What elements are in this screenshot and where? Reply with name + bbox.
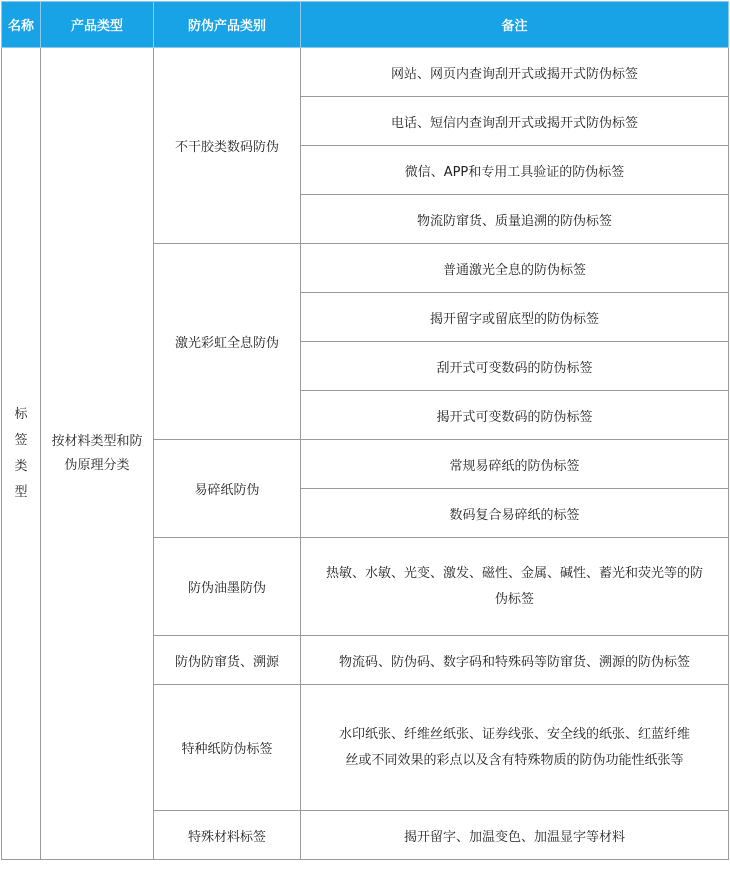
note-cell: 揭开留字或留底型的防伪标签 bbox=[301, 293, 729, 342]
header-category: 防伪产品类别 bbox=[154, 2, 301, 48]
note-cell: 网站、网页内查询刮开式或揭开式防伪标签 bbox=[301, 48, 729, 97]
table-row bbox=[2, 48, 729, 97]
category-cell: 防伪油墨防伪 bbox=[154, 538, 301, 636]
note-cell: 刮开式可变数码的防伪标签 bbox=[301, 342, 729, 391]
category-cell: 不干胶类数码防伪 bbox=[154, 48, 301, 244]
note-cell: 物流码、防伪码、数字码和特殊码等防窜货、溯源的防伪标签 bbox=[301, 636, 729, 685]
note-cell: 数码复合易碎纸的标签 bbox=[301, 489, 729, 538]
category-cell: 防伪防窜货、溯源 bbox=[154, 636, 301, 685]
note-cell: 普通激光全息的防伪标签 bbox=[301, 244, 729, 293]
header-name: 名称 bbox=[2, 2, 41, 48]
label-type-table bbox=[1, 1, 729, 860]
header-row bbox=[2, 2, 729, 48]
note-cell: 物流防窜货、质量追溯的防伪标签 bbox=[301, 195, 729, 244]
name-cell: 标签类型 bbox=[2, 48, 41, 860]
note-cell: 揭开留字、加温变色、加温显字等材料 bbox=[301, 811, 729, 860]
product-type-cell: 按材料类型和防伪原理分类 bbox=[41, 48, 154, 860]
category-cell: 易碎纸防伪 bbox=[154, 440, 301, 538]
note-cell: 电话、短信内查询刮开式或揭开式防伪标签 bbox=[301, 97, 729, 146]
note-cell: 热敏、水敏、光变、激发、磁性、金属、碱性、蓄光和荧光等的防伪标签 bbox=[301, 538, 729, 636]
note-cell: 常规易碎纸的防伪标签 bbox=[301, 440, 729, 489]
category-cell: 特殊材料标签 bbox=[154, 811, 301, 860]
category-cell: 激光彩虹全息防伪 bbox=[154, 244, 301, 440]
category-cell: 特种纸防伪标签 bbox=[154, 685, 301, 811]
note-cell: 水印纸张、纤维丝纸张、证券线张、安全线的纸张、红蓝纤维丝或不同效果的彩点以及含有特殊物质的防伪功能性纸张等 bbox=[301, 685, 729, 811]
note-cell: 微信、APP和专用工具验证的防伪标签 bbox=[301, 146, 729, 195]
header-note: 备注 bbox=[301, 2, 729, 48]
header-product-type: 产品类型 bbox=[41, 2, 154, 48]
note-cell: 揭开式可变数码的防伪标签 bbox=[301, 391, 729, 440]
